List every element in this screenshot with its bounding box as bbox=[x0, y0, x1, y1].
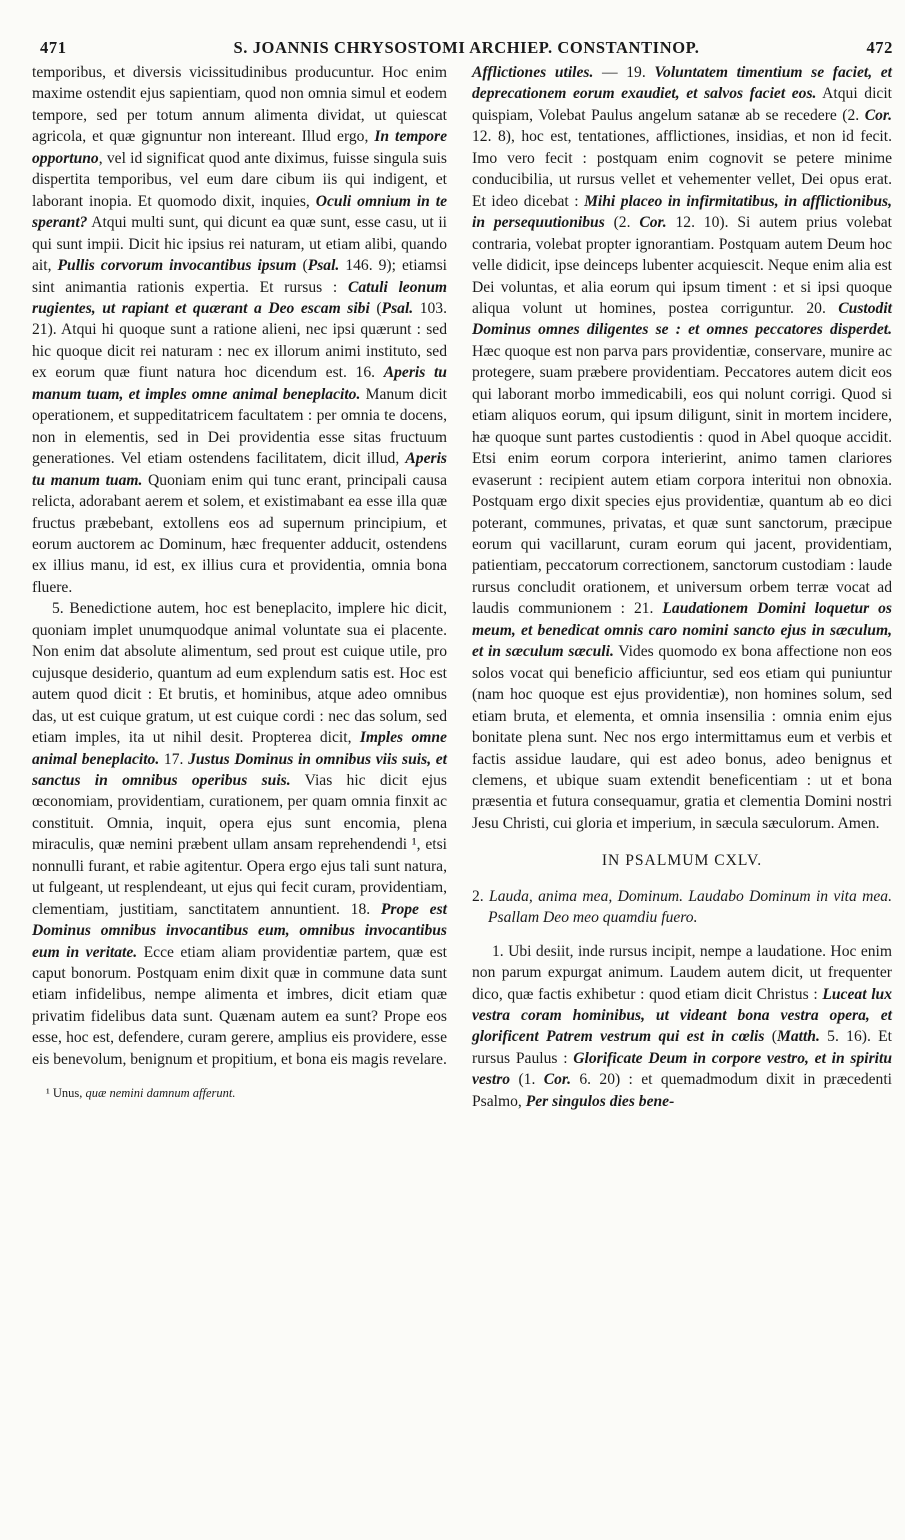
left-paragraph-1: temporibus, et diversis vicissitudinibus producuntur. Hoc enim maxime ostendit ejus sapientiam, quod non omnia simul et eodem tempore, sed per totum annum alimenta dividat, ut quiescat agricola, et quæ gignuntur non intereant. Illud ergo, In tempore opportuno, vel id significat quod ante diximus, fuisse singula suis dispertita temporibus, vel eum dare cibum iis qui indigent, et laborant inopia. Et quomodo dixit, inquies, Oculi omnium in te sperant? Atqui multi sunt, qui dicunt ea quæ sunt, esse casu, ut ii qui sunt impii. Dicit hic ipsius rei naturam, ut etiam alibi, quando ait, Pullis corvorum invocantibus ipsum (Psal. 146. 9); etiamsi sint animantia rationis expertia. Et rursus : Catuli leonum rugientes, ut rapiant et quærant a Deo escam sibi (Psal. 103. 21). Atqui hi quoque sunt a ratione alieni, nec ipsi quærunt : sed hic quoque dicit rei naturam : nec ex illorum animi instituto, sed ex eorum quæ fiunt natura hoc dicendum est. 16. Aperis tu manum tuam, et imples omne animal beneplacito. Manum dicit operationem, et suppeditatricem facultatem : per omnia te docens, non in elementis, sed in Dei providentia esse sitas fructuum generationes. Vel etiam ostendens facilitatem, dicit illud, Aperis tu manum tuam. Quoniam enim qui tunc erant, principali causa relicta, adorabant aerem et solem, et existimabant ea esse illa quæ fructus præbebant, extollens eos ad supernum principium, et eorum auctorem ac Dominum, hæc frequenter adducit, ostendens ex illius manu, id est, ex illius cura et providentia, omnia bona fluere. bbox=[32, 64, 448, 596]
section-title: IN PSALMUM CXLV. bbox=[601, 852, 763, 870]
page-number-left: 471 bbox=[40, 38, 67, 57]
right-paragraph-1: Afflictiones utiles. — 19. Voluntatem timentium se faciet, et deprecationem eorum exaudiet, et salvos faciet eos. Atqui dicit quispiam, Volebat Paulus angelum satanæ ab se recedere (2. Cor. 12. 8), hoc est, tentationes, afflictiones, insidias, et non id fecit. Imo vero fecit : postquam enim cognovit se petere minime conducibilia, ut rursus vellet et vehementer vellet, Dei opus erat. Et ideo dicebat : Mihi placeo in infirmitatibus, in afflictionibus, in persequutionibus (2. Cor. 12. 10). Si autem prius volebat contraria, volebat propter ignorantiam. Postquam autem Deum hoc velle didicit, ipse deinceps lubenter acquiescit. Neque enim alia est Dei voluntas, et alia eorum qui ipsum timent : et si ipsi quoque aliqua volunt ut homines, postea corriguntur. 20. Custodit Dominus omnes diligentes se : et omnes peccatores disperdet. Hæc quoque est non parva pars providentiæ, conservare, munire ac protegere, suam præbere providentiam. Peccatores autem dicit eos qui laborant morbo immedicabili, eos qui nolunt corrigi. Quod si etiam aliquos eorum, qui ipsum diligunt, sinit in mortem incidere, hæ quoque sunt partes custodientis : quod in Abel quoque accidit. Etsi enim eorum corpora interierint, animo tamen clariores evaserunt : recipient autem etiam corpora interitui non obnoxia. Postquam ergo dixit species ejus providentiæ, quantum ab eo dici poterant, communes, privatas, et quæ sunt sanctorum, præcipue eorum qui vacillarunt, curam eorum qui jacent, providentiam, patientiam, peccatorum correctionem, sanctorum custodiam : laude rursus concludit orationem, et universum orbem terræ vocat ad laudis communionem : 21. Laudationem Domini loquetur os meum, et benedicat omnis caro nomini sancto ejus in sæculum, et in sæculum sæculi. Vides quomodo ex bona affectione non eos solos vocat qui beneficio afficiuntur, sed eos etiam qui puniuntur (nam hoc quoque est ejus providentiæ), non homines solum, sed etiam bruta, et elementa, et omnia insensilia : omnia enim ejus bonitate plena sunt. Nec nos ergo intermittamus eum et verbis et factis assidue laudare, qui est adeo bonus, adeo benignus et clemens, et ubique suam extendit beneficentiam : ut et bona præsentia et futura consequamur, gratia et clementia Domini nostri Jesu Christi, cui gloria et imperium, in sæcula sæculorum. Amen. bbox=[472, 64, 893, 832]
footnote-separator bbox=[32, 1070, 447, 1084]
psalm-verse: 2. Lauda, anima mea, Dominum. Laudabo Dominum in vita mea. Psallam Deo meo quamdiu fuero. bbox=[472, 887, 892, 927]
left-column bbox=[32, 62, 447, 1102]
left-paragraph-2: 5. Benedictione autem, hoc est beneplacito, implere hic dicit, quoniam implet unumquodque animal voluntate sua ei placente. Non enim dat absolute alimentum, sed prout est cuique utile, pro cujusque desiderio, quantum ad eum explendum satis est. Hoc est autem quod dicit : Et brutis, et hominibus, atque adeo omnibus das, ut est cuique gratum, ut est cuique cordi : nec das solum, sed etiam imples, ita ut nihil desit. Propterea dicit, Imples omne animal beneplacito. 17. Justus Dominus in omnibus viis suis, et sanctus in omnibus operibus suis. Vias hic dicit ejus œconomiam, providentiam, curationem, per quam omnia finxit ac constituit. Omnia, inquit, opera ejus sunt encomia, plena miraculis, quæ nemini præbent ullam ansam reprehendendi ¹, etsi nonnulli furant, et rabie agitentur. Opera ergo ejus tali sunt natura, ut fulgeant, ut resplendeant, ut ejus qui fecit curam, providentiam, clementiam, justitiam, sanctitatem annuntient. 18. Prope est Dominus omnibus invocantibus eum, omnibus invocantibus eum in veritate. Ecce etiam aliam providentiæ partem, quæ est caput bonorum. Postquam enim dixit quæ in commune data sunt etiam infidelibus, nempe alimenta et imbres, dicit etiam quæ privatim fidelibus data sunt. Quænam autem ea sunt? Prope eos esse, hoc est, defendere, curam gerere, amplius eis providere, esse eis benevolum, benignum et propitium, et bona eis magis revelare. bbox=[32, 600, 448, 1068]
right-paragraph-2: 1. Ubi desiit, inde rursus incipit, nempe a laudatione. Hoc enim non parum expurgat animum. Laudem autem dicit, ut frequenter dico, quæ factis exhibetur : quod etiam dicit Christus : Luceat lux vestra coram hominibus, ut videant bona vestra opera, et glorificent Patrem vestrum qui est in cœlis (Matth. 5. 16). Et rursus Paulus : Glorificate Deum in corpore vestro, et in spiritu vestro (1. Cor. 6. 20) : et quemadmodum dixit in præcedenti Psalmo, Per singulos dies bene- bbox=[472, 942, 893, 1110]
right-column bbox=[472, 62, 892, 1112]
page-number-right: 472 bbox=[866, 38, 893, 57]
running-header bbox=[40, 38, 893, 62]
running-title: S. JOANNIS CHRYSOSTOMI ARCHIEP. CONSTANTINOP. bbox=[233, 38, 700, 57]
footnote: ¹ Unus, quæ nemini damnum afferunt. bbox=[46, 1086, 236, 1101]
